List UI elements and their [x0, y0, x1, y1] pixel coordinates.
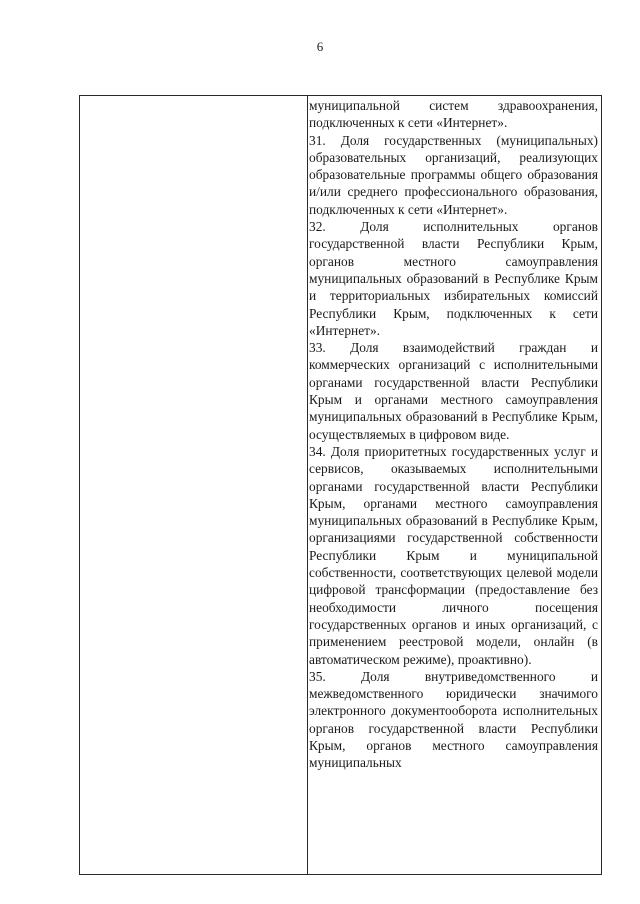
indicator-text-cell [309, 97, 598, 772]
indicator-34: 34. Доля приоритетных государственных услуг и сервисов, оказываемых исполнительными органами государственной власти Республики Крым, органами местного самоуправления муниципальных образований в Республике Крым, организациями государственной собственности Республики Крым и муниципальной собственности, соответствующих целевой модели цифровой трансформации (предоставление без необходимости личного посещения государственных органов и иных организаций, с применением реестровой модели, онлайн (в автоматическом режиме), проактивно). [309, 443, 598, 667]
continued-paragraph: муниципальной систем здравоохранения, подключенных к сети «Интернет». [309, 98, 598, 131]
column-divider [307, 96, 308, 874]
indicator-32: 32. Доля исполнительных органов государственной власти Республики Крым, органов местного самоуправления муниципальных образований в Республике Крым и территориальных избирательных комиссий Республики Крым, подключенных к сети «Интернет». [309, 219, 598, 338]
indicator-33: 33. Доля взаимодействий граждан и коммерческих организаций с исполнительными органами государственной власти Республики Крым и органами местного самоуправления муниципальных образований в Республике Крым, осуществляемых в цифровом виде. [309, 340, 598, 442]
document-table [79, 95, 602, 875]
indicator-35: 35. Доля внутриведомственного и межведомственного юридически значимого электронного документооборота исполнительных органов государственной власти Республики Крым, органов местного самоуправления муниципальных [309, 668, 598, 771]
indicator-31: 31. Доля государственных (муниципальных) образовательных организаций, реализующих образовательные программы общего образования и/или среднего профессионального образования, подключенных к сети «Интернет». [309, 132, 598, 217]
page-number: 6 [316, 39, 324, 54]
